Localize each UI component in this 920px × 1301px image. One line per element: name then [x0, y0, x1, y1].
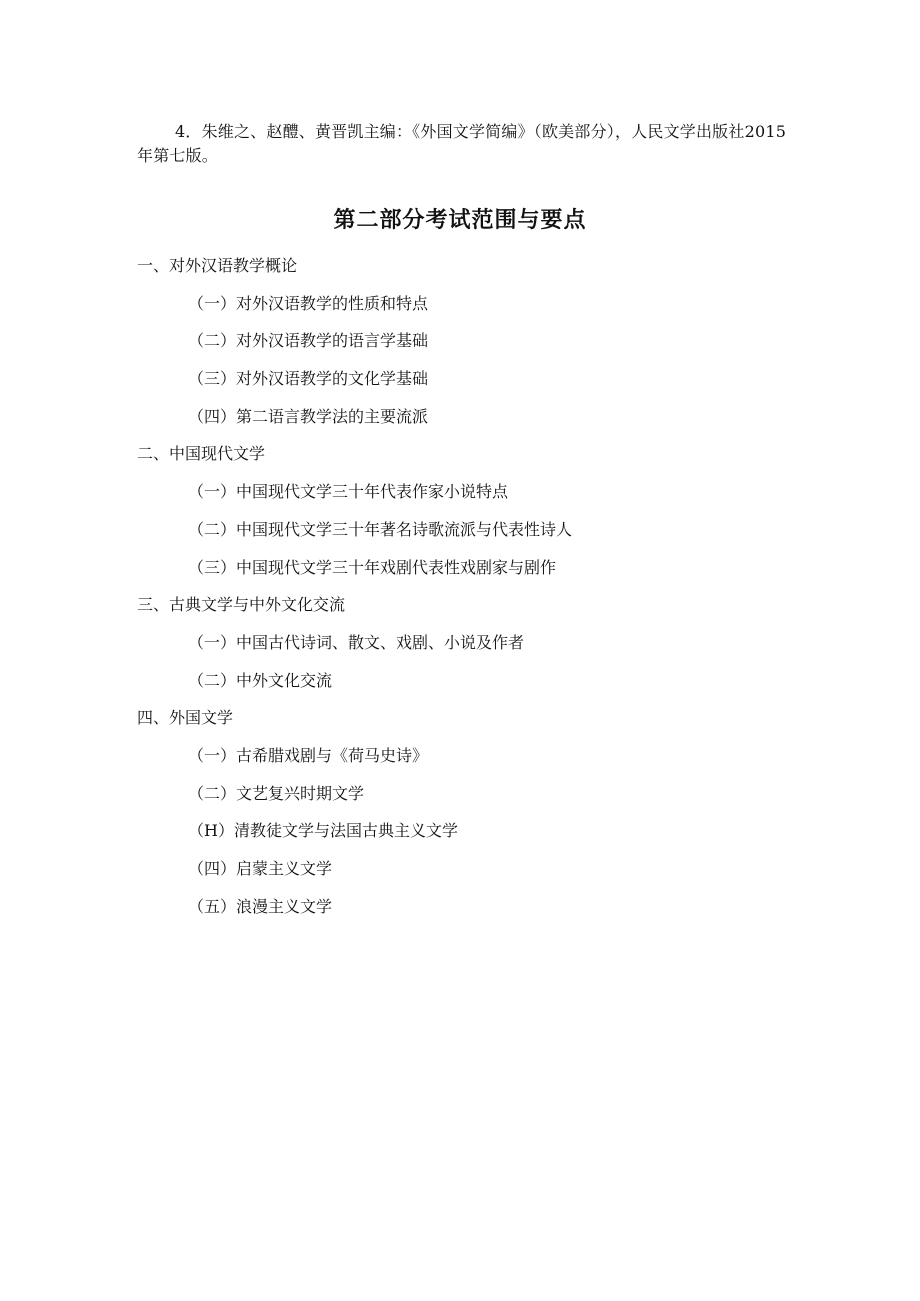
outline-item: 二、中国现代文学: [137, 444, 266, 464]
outline-item: （二）对外汉语教学的语言学基础: [188, 331, 429, 351]
outline-item: （一）中国现代文学三十年代表作家小说特点: [188, 482, 509, 502]
outline-item: （一）古希腊戏剧与《荷马史诗》: [188, 745, 429, 765]
outline-item: （二）中国现代文学三十年著名诗歌流派与代表性诗人: [188, 519, 573, 539]
outline-item: 四、外国文学: [137, 708, 234, 728]
outline-item: 一、对外汉语教学概论: [137, 256, 298, 275]
outline-item: （三）中国现代文学三十年戏剧代表性戏剧家与剧作: [188, 557, 557, 577]
outline-item: （四）第二语言教学法的主要流派: [188, 406, 429, 426]
outline-item: （三）对外汉语教学的文化学基础: [188, 369, 429, 389]
reference-entry: 4．朱维之、赵醴、黄晋凯主编：《外国文学简编》（欧美部分），人民文学出版社2015年第七版。: [137, 122, 787, 165]
section-title: 第二部分考试范围与要点: [333, 207, 587, 233]
outline-item: （二）文艺复兴时期文学: [188, 783, 365, 803]
outline-item: （H）清教徒文学与法国古典主义文学: [188, 821, 458, 841]
outline-item: （一）对外汉语教学的性质和特点: [188, 293, 429, 313]
exam-outline: [137, 255, 837, 933]
outline-item: （四）启蒙主义文学: [188, 859, 333, 878]
outline-item: 三、古典文学与中外文化交流: [137, 595, 346, 615]
outline-item: （一）中国古代诗词、散文、戏剧、小说及作者: [188, 632, 525, 652]
outline-item: （二）中外文化交流: [188, 670, 333, 690]
outline-item: （五）浪漫主义文学: [188, 896, 333, 916]
